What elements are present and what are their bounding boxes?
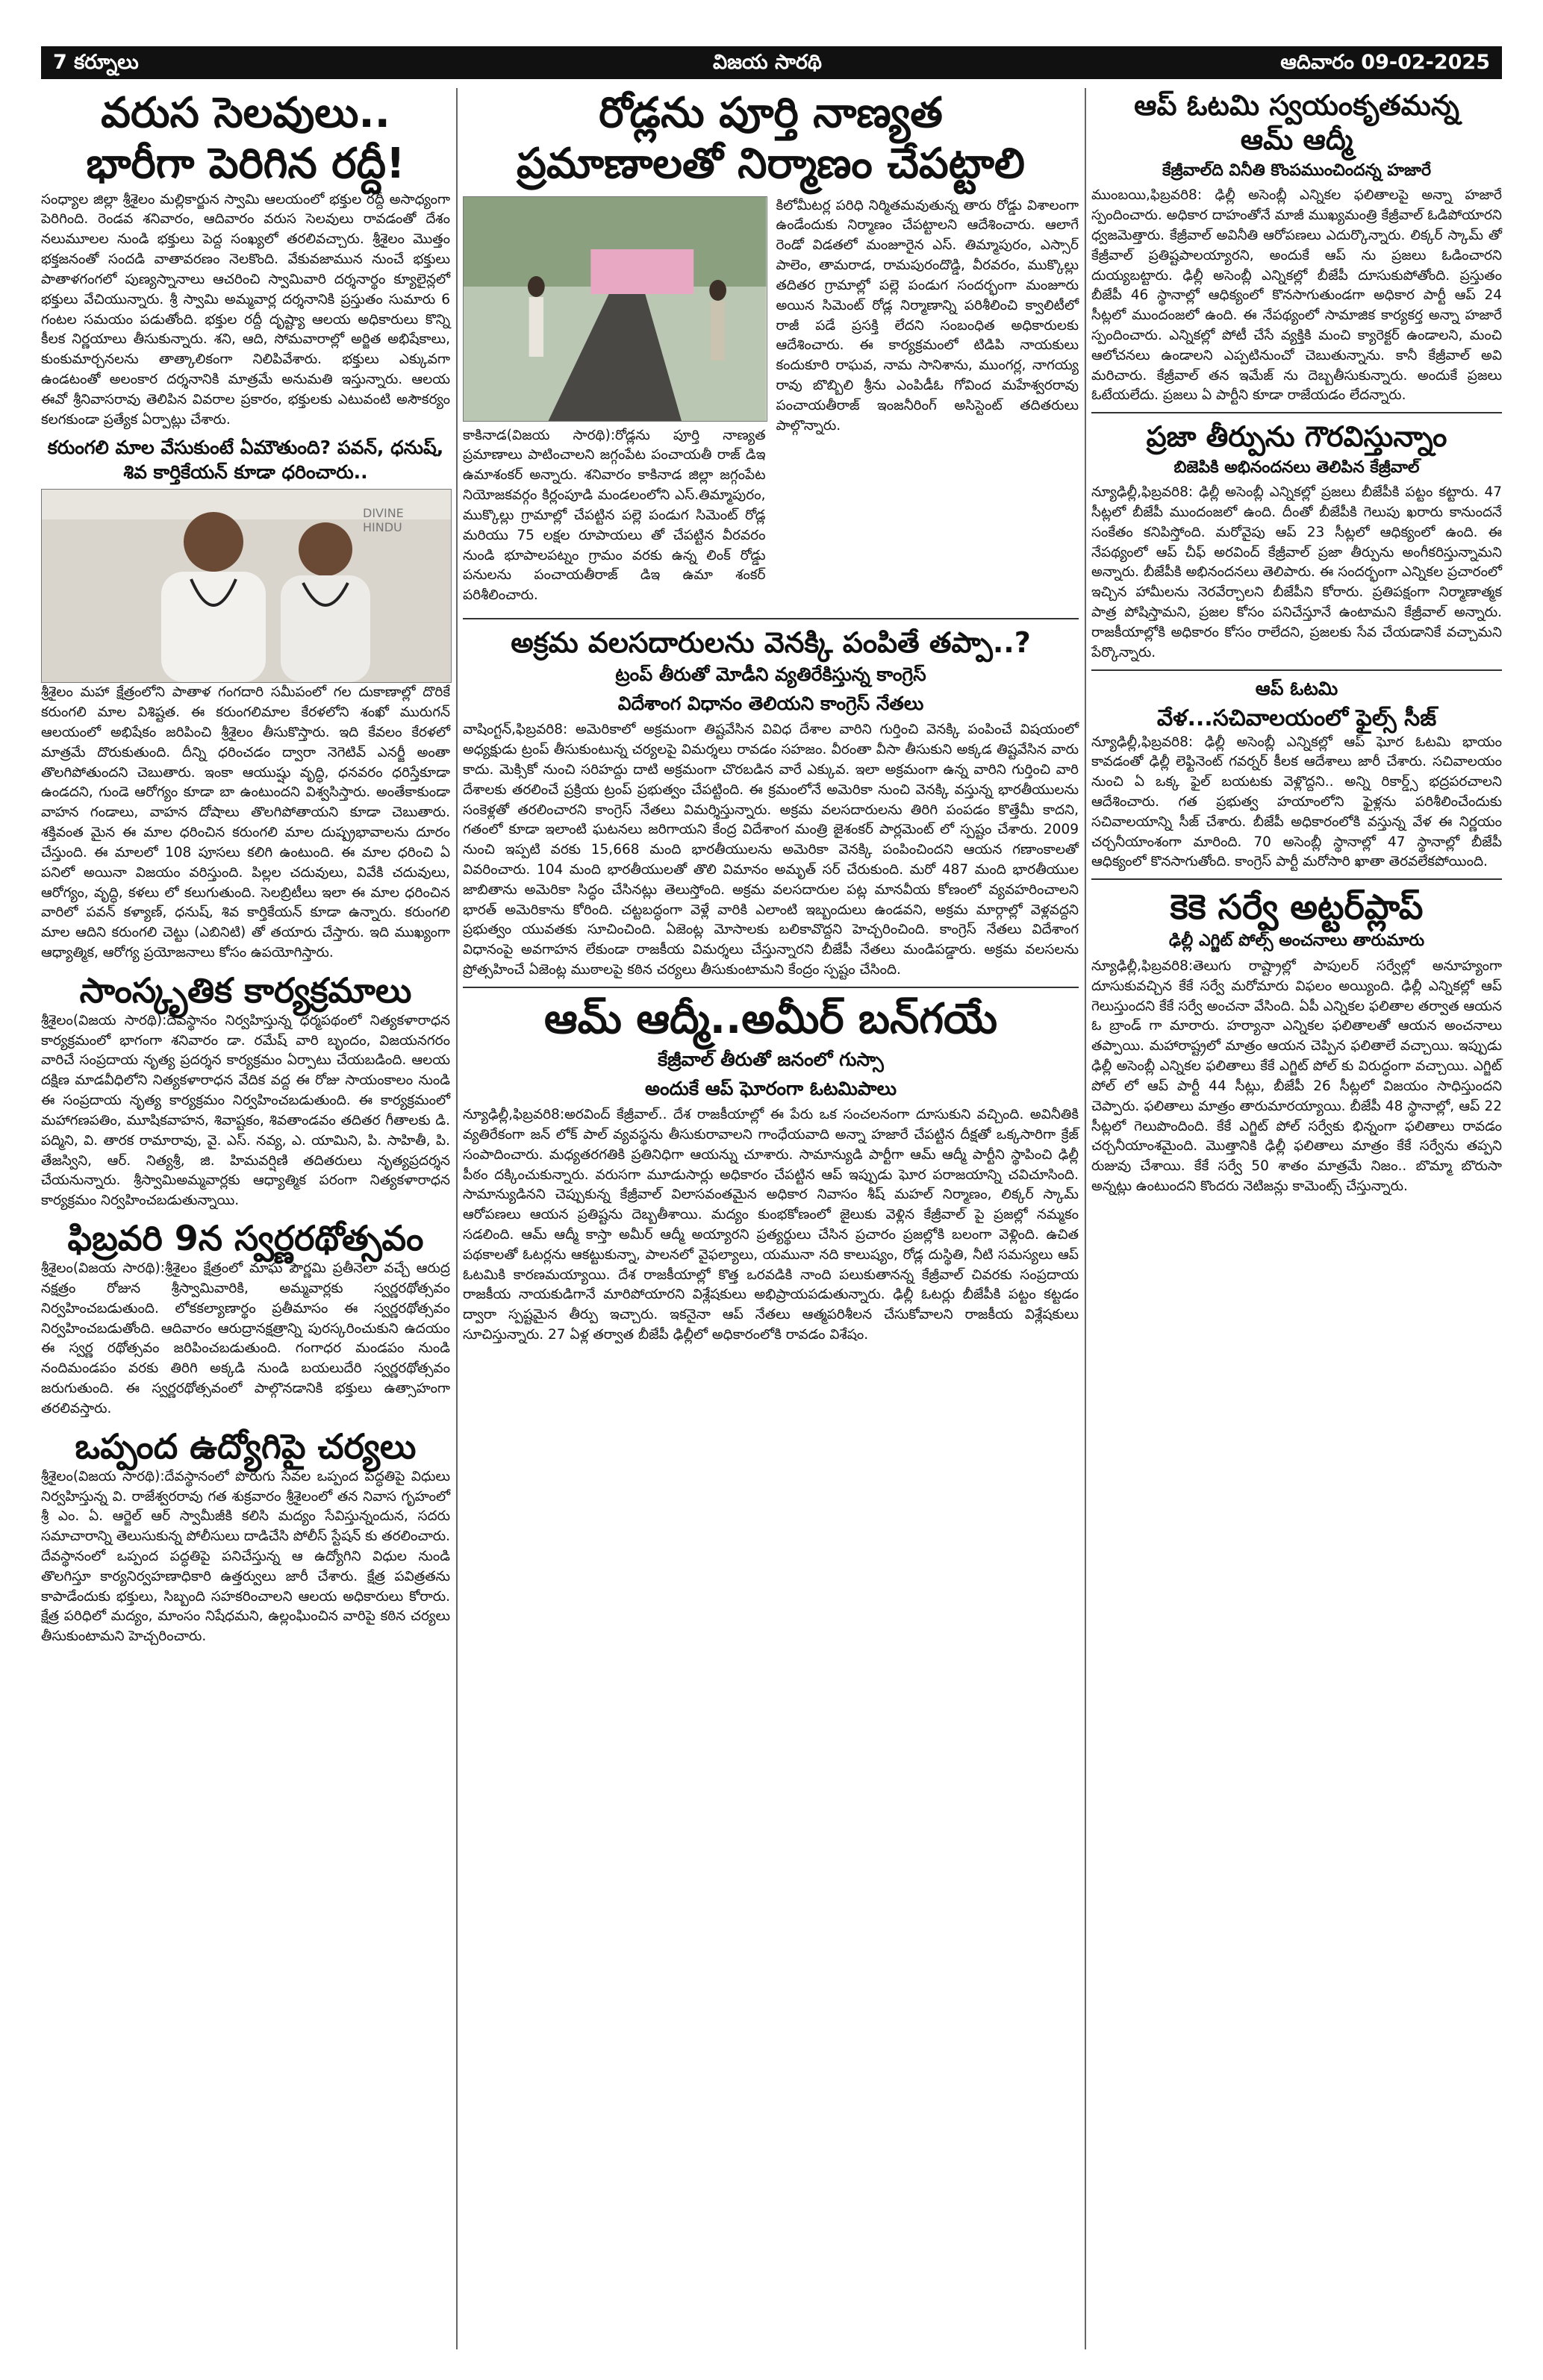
headline: సాంస్కృతిక కార్యక్రమాలు	[79, 969, 412, 1011]
photo-road-inspection	[463, 196, 767, 422]
column-center	[463, 88, 1079, 1352]
column-left	[41, 88, 450, 1653]
headline: ఒప్పంద ఉద్యోగిపై చర్యలు	[75, 1425, 417, 1467]
article-illegal-migrants	[463, 625, 1079, 981]
article-body: న్యూఢిల్లీ,ఫిబ్రవరి8: ఢిల్లీ అసెంబ్లీ ఎన్నికల్లో ప్రజలు బీజేపీకి పట్టం కట్టారు. 47 సీట్లలో బీజేపీ ముందంజలో ఉంది. దీంతో బీజేపీకి గెలుపు ఖరారు కానుందనే సంకేతం కనిపిస్తోంది. మరోవైపు ఆప్ 23 సీట్లలో ఆధిక్యంలో ఉంది. ఈ నేపథ్యంలో ఆప్ చీఫ్ అరవింద్ కేజ్రీవాల్ ప్రజా తీర్పును అంగీకరిస్తున్నామని అన్నారు. బీజేపీకి అభినందనలు తెలిపారు. ఈ సందర్భంగా ఎన్నికల ప్రచారంలో ఇచ్చిన హామీలను నెరవేర్చాలని బీజేపీని కోరారు. ప్రతిపక్షంగా నిర్మాణాత్మక పాత్ర పోషిస్తామని, ప్రజల కోసం పనిచేస్తూనే ఉంటామని కేజ్రీవాల్ అన్నారు. రాజకీయాల్లోకి అధికారం కోసం రాలేదని, ప్రజలకు సేవ చేయడానికే వచ్చామని పేర్కొన్నారు.	[1091, 484, 1502, 660]
article-body: సంధ్యాల జిల్లా శ్రీశైలం మల్లికార్జున స్వామి ఆలయంలో భక్తుల రద్దీ అసాధ్యంగా పెరిగింది. రెండవ శనివారం, ఆదివారం వరుస సెలవులు రావడంతో దేశం నలుమూలల నుండి భక్తులు పెద్ద సంఖ్యలో తరలివచ్చారు. శ్రీశైలం మొత్తం భక్తజనంతో సందడి వాతావరణం నెలకొంది. వేకువజామున నుంచే భక్తులు పాతాళగంగలో పుణ్యస్నానాలు ఆచరించి స్వామివారి దర్శనార్థం క్యూలైన్లలో భక్తులు వేచియున్నారు. శ్రీ స్వామి అమ్మవార్ల దర్శనానికి ప్రస్తుతం సుమారు 6 గంటల సమయం పడుతోంది. భక్తుల రద్దీ దృష్ట్యా ఆలయ అధికారులు కొన్ని కీలక నిర్ణయాలు తీసుకున్నారు. శని, ఆది, సోమవారాల్లో అర్జిత అభిషేకాలు, కుంకుమార్చనలను తాత్కాలికంగా నిలిపివేశారు. భక్తులు ఎక్కువగా ఉండటంతో అలంకార దర్శనానికి మాత్రమే అనుమతి ఇస్తున్నారు. ఆలయ ఈవో శ్రీనివాసరావు తెలిపిన వివరాల ప్రకారం, భక్తులకు ఎటువంటి అసౌకర్యం కలగకుండా ప్రత్యేక ఏర్పాట్లు చేశారు.	[41, 191, 450, 428]
photo-actor-with-mala	[41, 489, 452, 683]
subheadline: ఢిల్లీ ఎగ్జిట్ పోల్స్ అంచనాలు తారుమారు	[1168, 931, 1425, 951]
subheadline: ట్రంప్ తీరుతో మోడీని వ్యతిరేకిస్తున్న కాంగ్రెస్	[615, 663, 926, 686]
article-contract-employee	[41, 1425, 450, 1647]
section-divider	[1091, 878, 1502, 880]
photo-caption: కాకినాడ(విజయ సారథి):రోడ్లను పూర్తి నాణ్యత ప్రమాణాలు పాటించాలని జగ్గంపేట పంచాయతీ రాజ్ డిఇ ఉమాశంకర్ అన్నారు. శనివారం కాకినాడ జిల్లా జగ్గంపేట నియోజకవర్గం కిర్లంపూడి మండలంలోని ఎస్.తిమ్మాపురం, ముక్కొల్లు గ్రామాల్లో చేపట్టిన పల్లె పండుగ సిమెంట్ రోడ్ల మరియు 75 లక్షల రూపాయలు తో చేపట్టిన వీరవరం నుండి భూపాలపట్నం గ్రామం వరకు ఉన్న లింక్ రోడ్డు పనులను పంచాయతీరాజ్ డిఇ ఉమా శంకర్ పరిశీలించారు.	[463, 427, 766, 604]
article-body: ముంబయి,ఫిబ్రవరి8: ఢిల్లీ అసెంబ్లీ ఎన్నికల ఫలితాలపై అన్నా హజారే స్పందించారు. అధికార దాహంతోనే మాజీ ముఖ్యమంత్రి కేజ్రీవాల్ ఓడిపోయారని ధ్వజమెత్తారు. కేజ్రీవాల్ అవినీతి ఆరోపణలు ఎదుర్కొన్నారు. లిక్కర్ స్కామ్ తో కేజ్రీవాల్ ప్రతిష్టపాలయ్యారని, అందుకే ఆప్ ను ప్రజలు ఓడించారని దుయ్యబట్టారు. ఢిల్లీ అసెంబ్లీ ఎన్నికల్లో బీజేపీ దూసుకుపోతోంది. ప్రస్తుతం బీజేపీ 46 స్థానాల్లో ఆధిక్యంలో కొనసాగుతుండగా అధికార పార్టీ ఆప్ 24 సీట్లలో ముందంజలో ఉంది. ఈ నేపథ్యంలో సామాజిక కార్యకర్త అన్నా హజారే స్పందించారు. ఎన్నికల్లో పోటీ చేసే వ్యక్తికి మంచి క్యారెక్టర్ ఉండాలని, మంచి ఆలోచనలు ఉండాలని ఎప్పటినుంచో చెబుతున్నాను. కానీ కేజ్రీవాల్ అవి మరిచారు. కేజ్రీవాల్ తన ఇమేజ్ ను దెబ్బతీసుకున్నారు. అందుకే ప్రజలు ఓటేయలేదు. ప్రజలు ఏ పార్టీని కూడా రాజేయడం లేదన్నారు.	[1091, 187, 1502, 404]
masthead	[41, 46, 1502, 79]
article-karungali-mala	[41, 436, 450, 963]
headline: ప్రమాణాలతో నిర్మాణం చేపట్టాలి	[517, 140, 1025, 189]
column-right	[1091, 88, 1502, 1203]
article-body: న్యూఢిల్లీ,ఫిబ్రవరి8:తెలుగు రాష్ట్రాల్లో పాపులర్ సర్వేల్లో అనూహ్యంగా దూసుకువచ్చిన కేకే సర్వే మరోమారు విఫలం అయ్యింది. ఢిల్లీ ఎన్నికల్లో ఆప్ గెలుస్తుందని కేకే సర్వే అంచనా వేసింది. ఏపీ ఎన్నికల ఫలితాల తర్వాత ఆయన ఓ బ్రాండ్ గా మారారు. హర్యానా ఎన్నికల ఫలితాలతో ఆయన అంచనాలు తప్పాయి. మహారాష్ట్రలో మాత్రం ఆయన చెప్పిన ఫలితాలే వచ్చాయి. ఇప్పుడు ఢిల్లీ అసెంబ్లీ ఎన్నికల ఫలితాలు కేకే ఎగ్జిట్ పోల్ కు విరుద్ధంగా వచ్చాయి. ఎగ్జిట్ పోల్ లో ఆప్ పార్టీ 44 సీట్లు, బీజేపీ 26 సీట్లలో విజయం సాధిస్తుందని చెప్పారు. ఫలితాలు మాత్రం తారుమారయ్యాయి. బీజేపీ 48 స్థానాల్లో, ఆప్ 22 సీట్లలో గెలుపొందింది. కేకే ఎగ్జిట్ పోల్ సర్వేకు భిన్నంగా ఫలితాలు రావడం చర్చనీయాంశమైంది. మొత్తానికి ఢిల్లీ ఫలితాలు మాత్రం కేకే సర్వేను తప్పని రుజువు చేశాయి. కేకే సర్వే 50 శాతం మాత్రమే నిజం.. బొమ్మా బొరుసా అన్నట్లు ఉంటుందని కొందరు నెటిజన్లు కామెంట్స్ చేస్తున్నారు.	[1091, 958, 1502, 1194]
subheadline: కేజ్రీవాల్‌ది వినీతి కొంపముంచిందన్న హజారే	[1162, 160, 1432, 180]
article-body: శ్రీశైలం మహా క్షేత్రంలోని పాతాళ గంగదారి సమీపంలో గల దుకాణాల్లో దొరికే కరుంగలి మాల విశిష్టత. ఈ కరుంగలిమాల కేరళలోని శంఖో మురుగన్ ఆలయంలో అభిషేకం జరిపించి శ్రీశైలం తీసుకొస్తారు. ఇది కేవలం కేరళలో మాత్రమే దొరుకుతుంది. దీన్ని ధరించడం ద్వారా నెగెటివ్ ఎనర్జీ అంతా తొలగిపోతుందని చెబుతారు. ఇంకా ఆయుష్షు వృద్ధి, ధనవరం ధరిస్తేకూడా ఉండదని, గుండె ఆరోగ్యం కూడా బా ఉంటుందని విశ్వసిస్తారు. అంతేకాకుండా వాహన గండాలు, వాహన దోషాలు తొలగిపోతాయని కూడా చెబుతారు. శక్తివంత మైన ఈ మాల ధరించిన కరుంగలి మాల దుష్ప్రభావాలను దూరం చేస్తుంది. ఈ మాలలో 108 పూసలు కలిగి ఉంటుంది. ఈ మాల ధరించి ఏ పనిలో అయినా విజయం వరిస్తుంది. పిల్లల చదువులు, వివేకి చదువులు, ఆరోగ్యం, వృద్ధి, కళలు లో కలుగుతుంది. సెలబ్రిటీలు ఇలా ఈ మాల ధరించిన వారిలో పవన్ కళ్యాణ్, ధనుష్, శివ కార్తికేయన్ కూడా ఉన్నారు. కరుంగలి మాల ఆదిని కరుంగలి చెట్టు (ఎబినిటి) తో తయారు చేస్తారు. ఇది ముఖ్యంగా ఆధ్యాత్మిక, ఆరోగ్య ప్రయోజనాలు కోసం ఉపయోగిస్తారు.	[41, 684, 450, 961]
article-body: న్యూఢిల్లీ,ఫిబ్రవరి8:అరవింద్ కేజ్రీవాల్.. దేశ రాజకీయాల్లో ఈ పేరు ఒక సంచలనంగా దూసుకుని వచ్చింది. అవినీతికి వ్యతిరేకంగా జన్ లోక్ పాల్ వ్యవస్థను తీసుకురావాలని గాంధేయవాది అన్నా హజారే చేపట్టిన దీక్షతో ఒక్కసారిగా క్రేజ్ సంపాదించారు. మధ్యతరగతికి ప్రతినిధిగా ఆయన్ను చూశారు. సామాన్యుడి పార్టీగా ఆమ్ ఆద్మీ పార్టీని స్థాపించి ఢిల్లీ పీఠం దక్కించుకున్నారు. వరుసగా మూడుసార్లు అధికారం చేపట్టిన ఆప్ ఇప్పుడు ఘోర పరాజయాన్ని చవిచూసింది. సామాన్యుడినని చెప్పుకున్న కేజ్రీవాల్ విలాసవంతమైన అధికార నివాసం శీష్ మహల్ నిర్మాణం, లిక్కర్ స్కామ్ ఆరోపణలు ఆయన ప్రతిష్టను దెబ్బతీశాయి. మద్యం కుంభకోణంలో జైలుకు వెళ్లిన కేజ్రీవాల్ పై ప్రజల్లో నమ్మకం సడలింది. ఆమ్ ఆద్మీ కాస్తా అమీర్ ఆద్మీ అయ్యారని ప్రత్యర్థులు చేసిన ప్రచారం ప్రజల్లోకి బలంగా వెళ్లింది. ఉచిత పథకాలతో ఓటర్లను ఆకట్టుకున్నా, పాలనలో వైఫల్యాలు, యమునా నది కాలుష్యం, రోడ్ల దుస్థితి, నీటి సమస్యలు ఆప్ ఓటమికి కారణమయ్యాయి. దేశ రాజకీయాల్లో కొత్త ఒరవడికి నాంది పలుకుతానన్న కేజ్రీవాల్ చివరకు సంప్రదాయ రాజకీయ నాయకుడిగానే మారిపోయారని విశ్లేషకులు అభిప్రాయపడుతున్నారు. ఢిల్లీ ఓటర్లు బీజేపీకి పట్టం కట్టడం ద్వారా స్పష్టమైన తీర్పు ఇచ్చారు. ఇకనైనా ఆప్ నేతలు ఆత్మపరిశీలన చేసుకోవాలని రాజకీయ విశ్లేషకులు సూచిస్తున్నారు. 27 ఏళ్ల తర్వాత బీజేపీ ఢిల్లీలో అధికారంలోకి రావడం విశేషం.	[463, 1107, 1079, 1343]
article-cultural-programs	[41, 969, 450, 1211]
subheadline: విదేశాంగ విధానం తెలియని కాంగ్రెస్ నేతలు	[617, 692, 924, 714]
subheadline: బిజెపికి అభినందనలు తెలిపిన కేజ్రీవాల్	[1173, 457, 1420, 477]
headline: రోడ్లను పూర్తి నాణ్యత	[599, 89, 943, 137]
section-divider	[1091, 669, 1502, 671]
headline: కరుంగలి మాల వేసుకుంటే ఏమౌతుంది? పవన్, ధనుష్, శివ కార్తికేయన్ కూడా ధరించారు..	[47, 437, 444, 483]
section-divider	[463, 618, 1079, 619]
kicker: ఆప్ ఓటమి	[1255, 677, 1338, 699]
paper-name: విజయ సారథి	[713, 51, 822, 74]
section-divider	[1091, 412, 1502, 413]
photo-watermark: DIVINE HINDU	[363, 506, 404, 535]
headline: కెకె సర్వే అట్టర్‌ప్లాప్	[1170, 887, 1424, 928]
subheadline: అందుకే ఆప్ ఘోరంగా ఓటమిపాలు	[644, 1077, 897, 1099]
issue-date: ఆదివారం 09-02-2025	[1280, 51, 1490, 74]
article-aam-aadmi	[463, 994, 1079, 1346]
section-divider	[463, 987, 1079, 988]
article-kk-survey	[1091, 886, 1502, 1196]
article-body: కిలోమీటర్ల పరిధి నిర్మితమవుతున్న తారు రోడ్డు విశాలంగా ఉండేందుకు నిర్మాణం చేపట్టాలని ఆదేశించారు. ఆలాగే రెండో విడతలో మంజూరైన ఎస్. తిమ్మాపురం, ఎస్సార్ పాలెం, తామరాడ, రామపురందొడ్డి, వీరవరం, ముక్కొల్లు తదితర గ్రామాల్లో పల్లె పండుగ సందర్భంగా మంజూరు అయిన సిమెంట్ రోడ్ల నిర్మాణాన్ని పరిశీలించి క్వాలిటీలో రాజీ పడే ప్రసక్తి లేదని సంబంధిత అధికారులకు ఆదేశించారు. ఈ కార్యక్రమంలో టిడిపి నాయకులు కందుకూరి రాఘవ, నామ సానిశాను, ముంగర్ల, నాగయ్య రావు బొబ్బిలి శ్రీను ఎంపిడీఓ గోవింద మహేశ్వరరావు పంచాయతీరాజ్ ఇంజనీరింగ్ అసిస్టెంట్ తదితరులు పాల్గొన్నారు.	[776, 197, 1079, 434]
article-kejriwal-respects-verdict	[1091, 419, 1502, 663]
article-golden-chariot	[41, 1217, 450, 1419]
article-road-quality	[463, 88, 1079, 612]
article-body: శ్రీశైలం(విజయ సారథి):దేవస్థానం నిర్వహిస్తున్న ధర్మపథంలో నిత్యకళారాధన కార్యక్రమంలో భాగంగా శనివారం డా. రమేష్ వారి బృందం, విజయనగరం వారిచే సంప్రదాయ నృత్య ప్రదర్శన కార్యక్రమం ఏర్పాటు చేయబడింది. ఆలయ దక్షిణ మాడవీధిలోని నిత్యకళారాధన వేదిక వద్ద ఈ రోజు సాయంకాలం నుండి ఈ సంప్రదాయ నృత్య కార్యక్రమం నిర్వహించబడుతుంది. ఈ కార్యక్రమంలో మహాగణపతిం, మూషికవాహన, శివాష్టకం, శివతాండవం తదితర గీతాలకు డి. పద్మిని, వి. తారక రామారావు, వై. ఎస్. నవ్య, ఎ. యామిని, పి. సాహితీ, పి. తేజస్విని, ఆర్. నిత్యశ్రీ, జి. హిమవర్షిణి తదితరులు నృత్యప్రదర్శన చేయనున్నారు. శ్రీస్వామిఅమ్మవార్లకు ఆధ్యాత్మిక పరంగా నిత్యకళారాధన కార్యక్రమం నిర్వహించబడుతున్నాయి.	[41, 1012, 450, 1209]
page-label: 7 కర్నూలు	[53, 51, 139, 74]
article-body: శ్రీశైలం(విజయ సారథి):దేవస్థానంలో పొరుగు సేవల ఒప్పంద పద్ధతిపై విధులు నిర్వహిస్తున్న వి. రాజేశ్వరరావు గత శుక్రవారం శ్రీశైలంలో తన నివాస గృహంలో శ్రీ ఎం. ఏ. ఆర్జెల్ ఆర్ స్వామీజీకి కలిసి మద్యం సేవిస్తున్నందున, సదరు సమాచారాన్ని తెలుసుకున్న పోలీసులు దాడిచేసి పోలీస్ స్టేషన్ కు తరలించారు. దేవస్థానంలో ఒప్పంద పద్ధతిపై పనిచేస్తున్న ఆ ఉద్యోగిని విధుల నుండి తొలగిస్తూ కార్యనిర్వహణాధికారి ఉత్తర్వులు జారీ చేశారు. క్షేత్ర పవిత్రతను కాపాడేందుకు భక్తులు, సిబ్బంది సహకరించాలని ఆలయ అధికారులు కోరారు. క్షేత్ర పరిధిలో మద్యం, మాంసం నిషేధమని, ఉల్లంఘించిన వారిపై కఠిన చర్యలు తీసుకుంటామని హెచ్చరించారు.	[41, 1468, 450, 1645]
headline: ఆమ్ ఆద్మీ..అమీర్ బన్‌గయే	[543, 994, 998, 1043]
headline: అక్రమ వలసదారులను వెనక్కి పంపితే తప్పా..?	[511, 625, 1031, 659]
headline: వరుస సెలవులు..	[101, 89, 390, 137]
article-files-seized	[1091, 677, 1502, 873]
article-body: న్యూఢిల్లీ,ఫిబ్రవరి8: ఢిల్లీ అసెంబ్లీ ఎన్నికల్లో ఆప్ ఘోర ఓటమి భాయం కావడంతో ఢిల్లీ లెఫ్టినెంట్ గవర్నర్ కీలక ఆదేశాలు జారీ చేశారు. సచివాలయం నుంచి ఏ ఒక్క ఫైల్ బయటకు వెళ్లొద్దని.. అన్ని రికార్డ్స్ భద్రపరచాలని ఆదేశించారు. గత ప్రభుత్వ హయాంలోని ఫైళ్లను పరిశీలించేందుకు సచివాలయాన్ని సీజ్ చేశారు. బీజేపీ అధికారంలోకి వస్తున్న వేళ ఈ నిర్ణయం చర్చనీయాంశంగా మారింది. 70 అసెంబ్లీ స్థానాల్లో 47 స్థానాల్లో బీజేపీ ఆధిక్యంలో కొనసాగుతోంది. కాంగ్రెస్ పార్టీ మరోసారి ఖాతా తెరవలేకపోయింది.	[1091, 734, 1502, 870]
column-divider	[1085, 88, 1086, 2349]
article-body: శ్రీశైలం(విజయ సారథి):శ్రీశైలం క్షేత్రంలో మాఘ పౌర్ణమి ప్రతీనెలా వచ్చే ఆరుద్ర నక్షత్రం రోజున శ్రీస్వామివారికి, అమ్మవార్లకు స్వర్ణరథోత్సవం నిర్వహించబడుతుంది. లోకకల్యాణార్థం ప్రతీమాసం ఈ స్వర్ణరథోత్సవం నిర్వహించబడుతోంది. ఆదివారం ఆరుద్రానక్షత్రాన్ని పురస్కరించుకుని ఉదయం ఈ స్వర్ణ రథోత్సవం జరిపించబడుతుంది. గంగాధర మండపం నుండి నందిమండపం వరకు తిరిగి అక్కడి నుండి బయలుదేరి స్వర్ణరథోత్సవం జరుగుతుంది. ఈ స్వర్ణరథోత్సవంలో పాల్గొనడానికి భక్తులు ఉత్సాహంగా తరలివస్తారు.	[41, 1261, 450, 1417]
headline: వేళ...సచివాలయంలో ఫైల్స్ సీజ్	[1156, 705, 1437, 732]
headline: భారీగా పెరిగిన రద్దీ!	[86, 140, 405, 189]
column-divider	[456, 88, 458, 2349]
article-holiday-rush	[41, 88, 450, 430]
article-hazare-reaction	[1091, 88, 1502, 406]
headline: ఆమ్ ఆద్మీ	[1240, 123, 1353, 157]
headline: ఫిబ్రవరి 9న స్వర్ణరథోత్సవం	[67, 1217, 424, 1258]
article-body: వాషింగ్టన్,ఫిబ్రవరి8: అమెరికాలో అక్రమంగా తిష్టవేసిన వివిధ దేశాల వారిని గుర్తించి వెనక్కి పంపించే విషయంలో అధ్యక్షుడు ట్రంప్ తీసుకుంటున్న చర్యలపై విమర్శలు రావడం సహజం. వీరంతా వీసా తీసుకుని అక్కడ తిష్టవేసిన వారు కాదు. మెక్సికో నుంచి సరిహద్దు దాటి అక్రమంగా చొరబడిన వారే ఎక్కువ. ఇలా అక్రమంగా ఉన్న వారిని గుర్తించి వారి దేశాలకు తరలించే ప్రక్రియ ట్రంప్ ప్రభుత్వం చేపట్టింది. ఈ క్రమంలోనే అమెరికా నుంచి వెనక్కి వస్తున్న భారతీయులను సంకెళ్లతో తరలించారని కాంగ్రెస్ నేతలు విమర్శిస్తున్నారు. అక్రమ వలసదారులను తిరిగి పంపడం కొత్తేమీ కాదని, గతంలో కూడా ఇలాంటి ఘటనలు జరిగాయని కేంద్ర విదేశాంగ మంత్రి జైశంకర్ పార్లమెంట్ లో స్పష్టం చేశారు. 2009 నుంచి ఇప్పటి వరకు 15,668 మంది భారతీయులను అమెరికా వెనక్కి పంపించిందని ఆయన గణాంకాలతో వివరించారు. 104 మంది భారతీయులతో తొలి విమానం అమృత్ సర్ చేరుకుంది. మరో 487 మంది భారతీయుల జాబితాను అమెరికా సిద్ధం చేసినట్లు తెలుస్తోంది. అక్రమ వలసదారుల పట్ల మానవీయ కోణంలో వ్యవహరించాలని భారత్ అమెరికాను కోరింది. చట్టబద్ధంగా వెళ్లే వారికి ఎలాంటి ఇబ్బందులు ఉండవని, అక్రమ మార్గాల్లో వెళ్లవద్దని ప్రభుత్వం యువతకు సూచించింది. ఏజెంట్ల మోసాలకు బలికావొద్దని హెచ్చరించింది. కాంగ్రెస్ నేతలు విదేశాంగ విధానంపై అవగాహన లేకుండా రాజకీయ విమర్శలు చేస్తున్నారని బీజేపీ నేతలు మండిపడ్డారు. అక్రమ వలసలను ప్రోత్సహించే ఏజెంట్ల ముఠాలపై కఠిన చర్యలు తీసుకుంటామని కేంద్రం స్పష్టం చేసింది.	[463, 722, 1079, 978]
headline: ప్రజా తీర్పును గౌరవిస్తున్నాం	[1146, 420, 1447, 454]
subheadline: కేజ్రీవాల్ తీరుతో జనంలో గుస్సా	[658, 1049, 884, 1071]
headline: ఆప్ ఓటమి స్వయంకృతమన్న	[1134, 89, 1459, 122]
